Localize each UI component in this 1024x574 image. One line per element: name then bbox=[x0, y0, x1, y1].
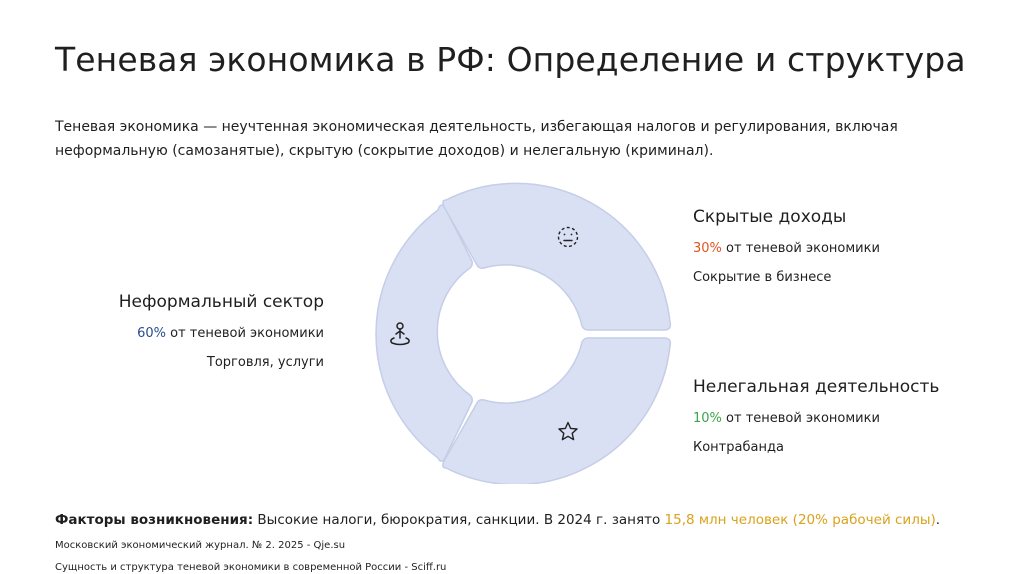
segment-label-hidden bbox=[693, 207, 880, 285]
segment-hidden bbox=[443, 183, 671, 330]
share-suffix-illegal: от теневой экономики bbox=[721, 411, 880, 426]
intro-text: Теневая экономика — неучтенная экономическая деятельность, избегающая налогов и регулирования, включая неформальную (самозанятые), скрытую (сокрытие доходов) и нелегальную (криминал). bbox=[55, 119, 898, 159]
segment-name-hidden: Скрытые доходы bbox=[693, 207, 847, 227]
segment-share-illegal bbox=[693, 411, 939, 426]
percent-illegal: 10% bbox=[693, 411, 722, 426]
segment-desc-informal: Торговля, услуги bbox=[206, 355, 324, 370]
source-link[interactable]: Сущность и структура теневой экономики в современной России - Sciff.ru bbox=[55, 562, 447, 573]
source-link[interactable]: Московский экономический журнал. № 2. 2025 - Qje.su bbox=[55, 540, 346, 551]
factors-line bbox=[55, 512, 940, 528]
percent-informal: 60% bbox=[137, 326, 166, 341]
share-suffix-hidden: от теневой экономики bbox=[721, 241, 880, 256]
factors-text: Высокие налоги, бюрократия, санкции. В 2024 г. занято bbox=[253, 512, 665, 528]
segment-label-informal bbox=[119, 292, 324, 370]
segment-informal bbox=[376, 205, 472, 461]
segment-share-informal bbox=[119, 326, 324, 341]
segment-desc-illegal: Контрабанда bbox=[693, 440, 784, 455]
page-title: Теневая экономика в РФ: Определение и структура bbox=[55, 40, 966, 79]
percent-hidden: 30% bbox=[693, 241, 722, 256]
segment-illegal bbox=[443, 338, 671, 484]
segment-desc-hidden: Сокрытие в бизнесе bbox=[693, 270, 832, 285]
segment-label-illegal bbox=[693, 377, 939, 455]
share-suffix-informal: от теневой экономики bbox=[165, 326, 324, 341]
factors-label: Факторы возникновения: bbox=[55, 512, 254, 528]
segment-donut bbox=[350, 172, 680, 484]
segment-name-illegal: Нелегальная деятельность bbox=[693, 377, 940, 397]
factors-end: . bbox=[935, 512, 941, 528]
segment-name-informal: Неформальный сектор bbox=[118, 292, 324, 312]
factors-highlight: 15,8 млн человек (20% рабочей силы) bbox=[664, 512, 936, 528]
segment-share-hidden bbox=[693, 241, 880, 256]
